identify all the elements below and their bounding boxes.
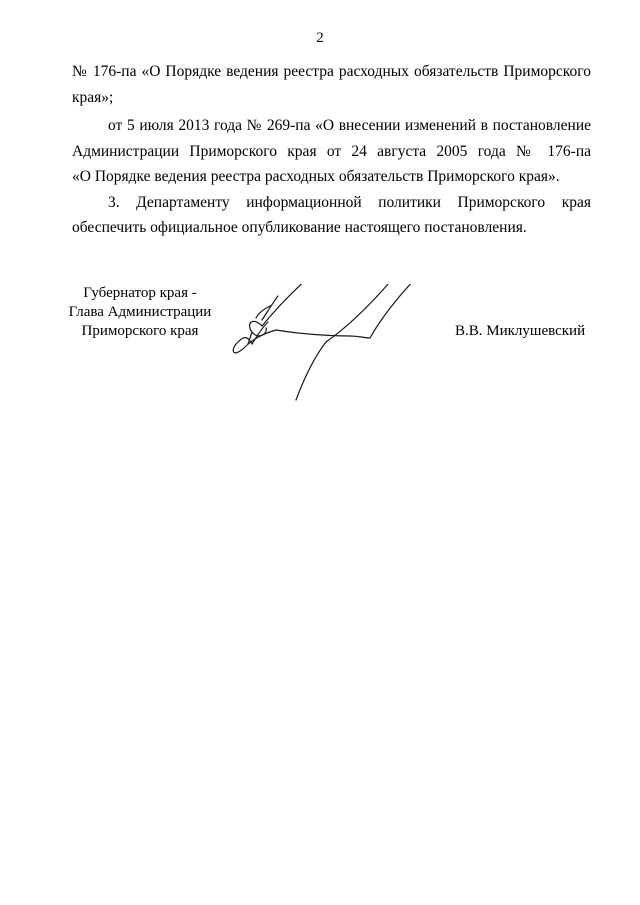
paragraph-line: «О Порядке ведения реестра расходных обязательств Приморского края». bbox=[72, 168, 560, 185]
paragraph-line: края»; bbox=[72, 88, 114, 106]
document-body bbox=[72, 59, 591, 241]
paragraph-line: № 176-па «О Порядке ведения реестра расходных обязательств Приморского bbox=[72, 63, 591, 80]
paragraph-line: обеспечить официальное опубликование настоящего постановления. bbox=[72, 219, 527, 236]
page-number: 2 bbox=[316, 30, 324, 46]
signer-title-line: Губернатор края - bbox=[83, 285, 197, 301]
handwritten-signature bbox=[0, 284, 640, 424]
signer-title-line: Приморского края bbox=[81, 323, 199, 339]
signer-title-line: Глава Администрации bbox=[68, 304, 212, 320]
signer-name: В.В. Миклушевский bbox=[455, 323, 586, 339]
signature-block bbox=[0, 284, 640, 424]
paragraph-line: Администрации Приморского края от 24 августа 2005 года № 176-па bbox=[72, 142, 591, 160]
paragraph-line: 3. Департаменту информационной политики Приморского края bbox=[108, 193, 591, 211]
paragraph-line: от 5 июля 2013 года № 269-па «О внесении изменений в постановление bbox=[108, 117, 591, 134]
